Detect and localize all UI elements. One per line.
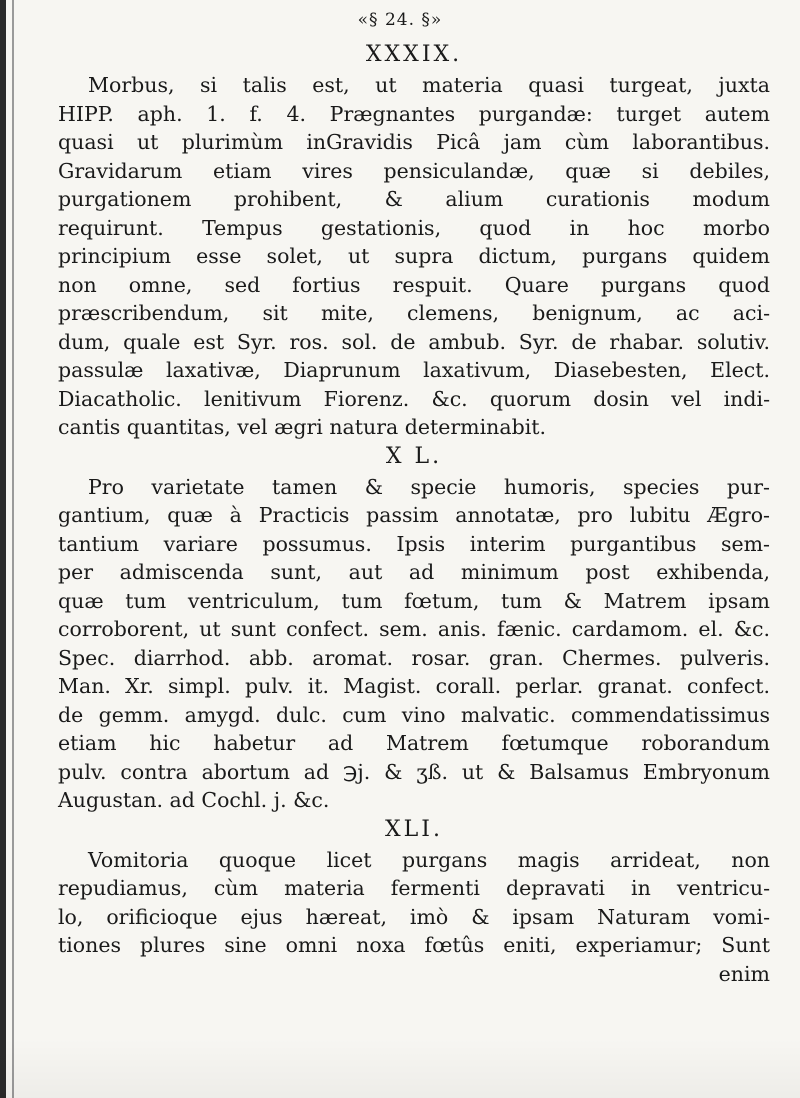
section-body-41 [58, 846, 770, 989]
text-line: Gravidarum etiam vires pensiculandæ, quæ si debiles, [58, 158, 770, 183]
page-ornament-left: «§ [357, 10, 385, 30]
text-line: non omne, sed fortius respuit. Quare purgans quod [58, 272, 770, 297]
page-binding-edge [0, 0, 6, 1098]
text-line: de gemm. amygd. dulc. cum vino malvatic. commendatissimus [58, 702, 770, 727]
page-shadow [0, 1038, 800, 1098]
page-ornament-right: §» [415, 10, 443, 30]
section-heading-39: XXXIX. [365, 42, 463, 67]
text-line: corroborent, ut sunt confect. sem. anis. fænic. cardamom. el. &c. [58, 617, 770, 641]
text-line: purgationem prohibent, & alium curationis modum [58, 187, 770, 211]
text-line: requirunt. Tempus gestationis, quod in hoc morbo [58, 215, 770, 240]
text-line: Pro varietate tamen & specie humoris, species pur- [88, 474, 770, 499]
text-line: tantium variare possumus. Ipsis interim purgantibus sem- [58, 531, 770, 556]
section-heading-41: XLI. [385, 816, 443, 842]
text-line: præscribendum, sit mite, clemens, benignum, ac aci- [58, 301, 770, 325]
text-line: quasi ut plurimùm inGravidis Picâ jam cùm laborantibus. [58, 130, 770, 154]
text-line: passulæ laxativæ, Diaprunum laxativum, Diasebesten, Elect. [58, 358, 770, 382]
text-line: Augustan. ad Cochl. j. &c. [58, 788, 330, 812]
section-heading-40: X L. [385, 443, 443, 469]
text-line: Man. Xr. simpl. pulv. it. Magist. corall. perlar. granat. confect. [58, 674, 770, 698]
text-line: pulv. contra abortum ad ℈j. & ʒß. ut & Balsamus Embryonum [58, 759, 770, 784]
page-text [58, 40, 770, 988]
page-binding-line [12, 0, 14, 1098]
text-line: Diacatholic. lenitivum Fiorenz. &c. quorum dosin vel indi- [58, 386, 770, 411]
text-line: Vomitoria quoque licet purgans magis arrideat, non [88, 847, 770, 872]
page-number [0, 10, 800, 30]
catchword: enim [718, 961, 770, 986]
text-line: Morbus, si talis est, ut materia quasi turgeat, juxta [88, 73, 770, 97]
section-body-40 [58, 473, 770, 815]
text-line: cantis quantitas, vel ægri natura determinabit. [58, 415, 547, 439]
text-line: HIPP. aph. 1. f. 4. Prægnantes purgandæ: turget autem [58, 101, 770, 126]
text-line: repudiamus, cùm materia fermenti depravati in ventricu- [58, 876, 770, 900]
text-line: tiones plures sine omni noxa fœtûs eniti, experiamur; Sunt [58, 933, 770, 957]
page-number-value: 24. [384, 10, 416, 30]
text-line: principium esse solet, ut supra dictum, purgans quidem [58, 244, 770, 268]
text-line: lo, orificioque ejus hæreat, imò & ipsam Naturam vomi- [58, 904, 770, 929]
section-body-39 [58, 71, 770, 442]
text-line: gantium, quæ à Practicis passim annotatæ, pro lubitu Ægro- [58, 503, 770, 527]
text-line: quæ tum ventriculum, tum fœtum, tum & Matrem ipsam [58, 588, 770, 613]
text-line: dum, quale est Syr. ros. sol. de ambub. Syr. de rhabar. solutiv. [58, 329, 770, 354]
text-line: Spec. diarrhod. abb. aromat. rosar. gran. Chermes. pulveris. [58, 645, 770, 670]
text-line: etiam hic habetur ad Matrem fœtumque roborandum [58, 731, 770, 755]
text-line: per admiscenda sunt, aut ad minimum post exhibenda, [58, 560, 770, 584]
